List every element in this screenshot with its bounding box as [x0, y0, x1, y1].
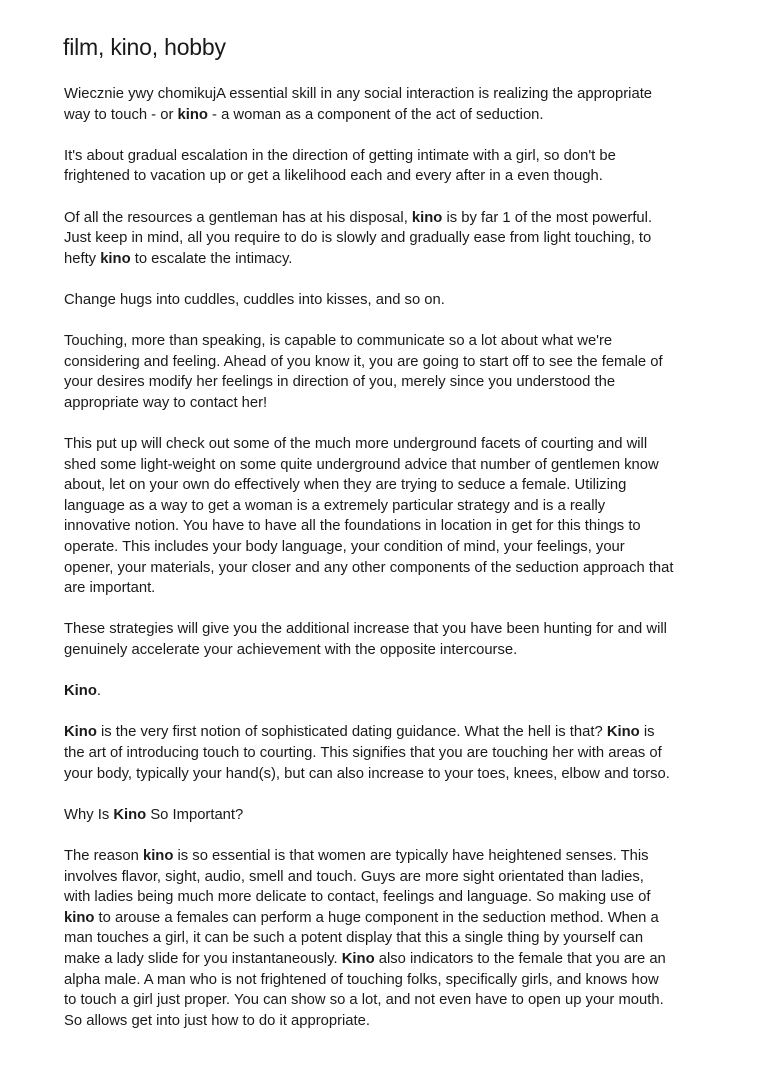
text-line: [64, 764, 744, 785]
text-segment: - a woman as a component of the act of seduction.: [207, 106, 544, 123]
text-segment: This put up will check out some of the much more underground facets of courting and will: [64, 436, 648, 453]
text-segment: with ladies being much more delicate to contact, feelings and language. So making use of: [64, 889, 651, 906]
text-line: [64, 166, 744, 187]
text-line: [64, 846, 744, 867]
paragraph: [64, 146, 744, 187]
text-line: [64, 455, 744, 476]
text-line: [64, 578, 744, 599]
text-segment: considering and feeling. Ahead of you know it, you are going to start off to see the female of: [64, 353, 663, 370]
text-segment: Wiecznie ywy chomikujA essential skill in any social interaction is realizing the appropriate: [64, 86, 653, 102]
text-segment: These strategies will give you the additional increase that you have been hunting for and will: [64, 621, 667, 638]
text-segment: the art of introducing touch to courting. This signifies that you are touching her with areas of: [64, 745, 662, 761]
text-line: [64, 434, 744, 455]
text-line: [64, 475, 744, 496]
text-segment: It's about gradual escalation in the direction of getting intimate with a girl, so don't be: [64, 147, 616, 164]
text-line: [64, 393, 744, 414]
bold-keyword: kino: [100, 250, 131, 267]
text-line: [64, 743, 744, 764]
text-segment: alpha male. A man who is not frightened of touching folks, specifically girls, and knows how: [64, 971, 659, 988]
text-segment: shed some light-weight on some quite underground advice that number of gentlemen know: [64, 456, 659, 473]
paragraph: [64, 84, 744, 125]
text-line: [64, 640, 744, 661]
text-line: [64, 372, 744, 393]
text-line: [64, 496, 744, 517]
text-segment: are important.: [64, 580, 156, 597]
bold-keyword: kino: [64, 909, 95, 926]
text-line: [64, 928, 744, 949]
text-line: [64, 970, 744, 991]
text-line: [64, 84, 744, 105]
bold-keyword: Kino: [606, 724, 640, 741]
text-segment: operate. This includes your body language, your condition of mind, your feelings, your: [64, 539, 625, 556]
text-segment: to touch a girl just proper. You can show so a lot, and not even have to open up your mouth.: [64, 992, 664, 1009]
text-line: [64, 558, 744, 579]
text-segment: frightened to vacation up or get a likelihood each and every after in a even though.: [64, 168, 603, 185]
text-line: [64, 681, 744, 702]
text-line: [64, 290, 744, 311]
text-segment: make a lady slide for you instantaneously.: [64, 950, 342, 967]
text-segment: to arouse a females can perform a huge component in the seduction method. When a: [94, 909, 659, 926]
text-segment: Change hugs into cuddles, cuddles into kisses, and so on.: [64, 291, 445, 308]
text-line: [64, 619, 744, 640]
text-segment: So allows get into just how to do it appropriate.: [64, 1012, 370, 1029]
text-line: [64, 537, 744, 558]
text-line: [64, 949, 744, 970]
text-segment: appropriate way to contact her!: [64, 394, 268, 411]
text-line: [64, 1011, 744, 1032]
paragraph: [64, 619, 744, 660]
text-segment: Of all the resources a gentleman has at his disposal,: [64, 209, 412, 226]
text-line: [64, 867, 744, 888]
text-segment: is the very first notion of sophisticated dating guidance. What the hell is that?: [96, 724, 607, 741]
document-title: film, kino, hobby: [63, 34, 226, 60]
text-segment: genuinely accelerate your achievement with the opposite intercourse.: [64, 642, 518, 659]
text-segment: man touches a girl, it can be such a potent display that this a single thing by yourself can: [64, 930, 644, 947]
paragraph: [64, 208, 744, 270]
paragraph: [64, 805, 744, 826]
text-segment: is by far 1 of the most powerful.: [442, 209, 653, 226]
text-line: [64, 887, 744, 908]
text-segment: involves flavor, sight, audio, smell and touch. Guys are more sight orientated than ladies,: [64, 868, 644, 885]
text-segment: Just keep in mind, all you require to do is slowly and gradually ease from light touching, to: [64, 230, 652, 247]
paragraph: [64, 290, 744, 311]
text-line: [64, 352, 744, 373]
text-line: [64, 516, 744, 537]
paragraph: [64, 681, 744, 702]
bold-keyword: kino: [142, 847, 174, 864]
paragraph: [64, 846, 744, 1031]
text-line: [64, 805, 744, 826]
bold-keyword: Kino: [64, 724, 97, 741]
text-segment: also indicators to the female that you are an: [374, 950, 666, 967]
bold-keyword: kino: [177, 106, 208, 123]
text-segment: to escalate the intimacy.: [130, 250, 293, 267]
text-line: [64, 908, 744, 929]
text-line: [64, 228, 744, 249]
text-line: [64, 146, 744, 167]
text-segment: is so essential is that women are typically have heightened senses. This: [173, 847, 649, 864]
text-segment: your body, typically your hand(s), but can also increase to your toes, knees, elbow and torso.: [64, 765, 670, 782]
text-line: [64, 331, 744, 352]
text-segment: Why Is: [64, 806, 114, 823]
text-segment: Touching, more than speaking, is capable to communicate so a lot about what we're: [64, 333, 613, 350]
text-segment: way to touch - or: [64, 106, 178, 123]
bold-keyword: Kino: [113, 806, 147, 823]
text-segment: hefty: [64, 250, 101, 267]
paragraph: [64, 331, 744, 413]
text-segment: So Important?: [146, 806, 244, 823]
text-line: [64, 249, 744, 270]
paragraph: [64, 722, 744, 784]
text-segment: innovative notion. You have to have all the foundations in location in get for this things to: [64, 518, 641, 535]
text-segment: is: [639, 724, 655, 741]
text-segment: your desires modify her feelings in direction of you, merely since you understood the: [64, 374, 616, 391]
bold-keyword: Kino: [64, 683, 97, 700]
text-segment: The reason: [64, 847, 143, 864]
bold-keyword: Kino: [341, 950, 375, 967]
text-line: [64, 105, 744, 126]
bold-keyword: kino: [411, 209, 443, 226]
text-line: [64, 990, 744, 1011]
text-line: [64, 722, 744, 743]
text-segment: about, let on your own do effectively when they are trying to seduce a female. Utilizing: [64, 477, 627, 494]
text-line: [64, 208, 744, 229]
paragraph: [64, 434, 744, 599]
text-segment: opener, your materials, your closer and any other components of the seduction approach that: [64, 559, 674, 576]
document-body: [64, 84, 744, 1052]
text-segment: .: [96, 683, 101, 700]
text-segment: language as a way to get a woman is a extremely particular strategy and is a really: [64, 497, 606, 514]
